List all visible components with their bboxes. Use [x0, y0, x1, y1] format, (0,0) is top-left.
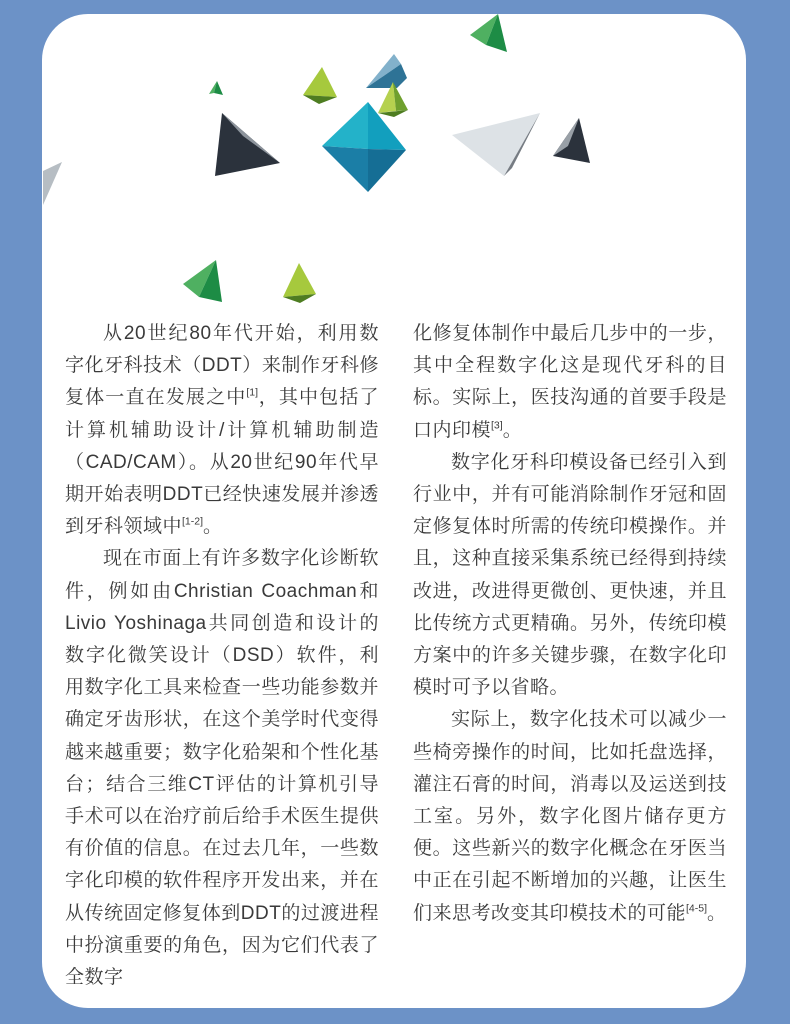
text-column-left [65, 318, 379, 994]
paragraph-text: 化修复体制作中最后几步中的一步，其中全程数字化这是现代牙科的目标。实际上，医技沟通的首要手段是口内印模 [413, 323, 727, 441]
paragraph-text: 。 [707, 902, 727, 924]
text-column-right [413, 318, 727, 930]
citation-ref: [1] [246, 387, 259, 400]
lime-tetrahedron-icon [303, 67, 337, 97]
teal-octahedron-icon [322, 146, 368, 192]
paragraph-text: 实际上，数字化技术可以减少一些椅旁操作的时间，比如托盘选择，灌注石膏的时间，消毒以及运送到技工室。另外，数字化图片储存更方便。这些新兴的数字化概念在牙医当中正在引起不断增加的兴趣，让医生们来思考改变其印模技术的可能 [413, 709, 727, 924]
citation-ref: [4-5] [686, 902, 708, 915]
paragraph-chairside [413, 704, 727, 929]
light-gray-triangle-icon [452, 113, 540, 176]
paragraph-text: 。 [502, 419, 523, 441]
lime-tetrahedron-icon [283, 263, 316, 297]
paragraph-text: 从20世纪80年代开始，利用数字化牙科技术（DDT）来制作牙科修复体一直在发展之中 [65, 323, 379, 409]
paragraph-text: 现在市面上有许多数字化诊断软件，例如由Christian Coachman和Livio Yoshinaga共同创造和设计的数字化微笑设计（DSD）软件，利用数字化工具来检查一些功能参数并确定牙齿形状，在这个美学时代变得越来越重要；数字化𬌗架和个性化基台；结合三维CT评估的计算机引导手术可以在治疗前后给手术医生提供有价值的信息。在过去几年，一些数字化印模的软件程序开发出来，并在从传统固定修复体到DDT的过渡进程中扮演重要的角色，因为它们代表了全数字 [65, 548, 379, 989]
dark-tetrahedron-icon [553, 118, 590, 163]
paragraph-text: ，其中包括了计算机辅助设计/计算机辅助制造（CAD/CAM）。从20世纪90年代早期开始表明DDT已经快速发展并渗透到牙科领域中 [65, 387, 379, 538]
paragraph-intro [65, 318, 379, 543]
silver-sliver-icon [43, 162, 62, 205]
paragraph-impression-devices [413, 447, 727, 705]
citation-ref: [1-2] [182, 515, 204, 528]
paragraph-text: 。 [203, 516, 223, 538]
page-card [42, 14, 746, 1008]
paragraph-continuation [413, 318, 727, 447]
paragraph-text: 数字化牙科印模设备已经引入到行业中，并有可能消除制作牙冠和固定修复体时所需的传统印模操作。并且，这种直接采集系统已经得到持续改进，改进得更微创、更快速，并且比传统方式更精确。另外，传统印模方案中的许多关键步骤，在数字化印模时可予以省略。 [413, 451, 727, 699]
decorative-tetrahedra-graphic [42, 14, 746, 324]
citation-ref: [3] [491, 419, 503, 432]
paragraph-software [65, 543, 379, 994]
charcoal-tetrahedron-icon [215, 113, 280, 176]
tiny-green-tetrahedron-icon [214, 81, 223, 95]
teal-octahedron-icon [368, 149, 406, 192]
teal-octahedron-icon [322, 102, 368, 149]
